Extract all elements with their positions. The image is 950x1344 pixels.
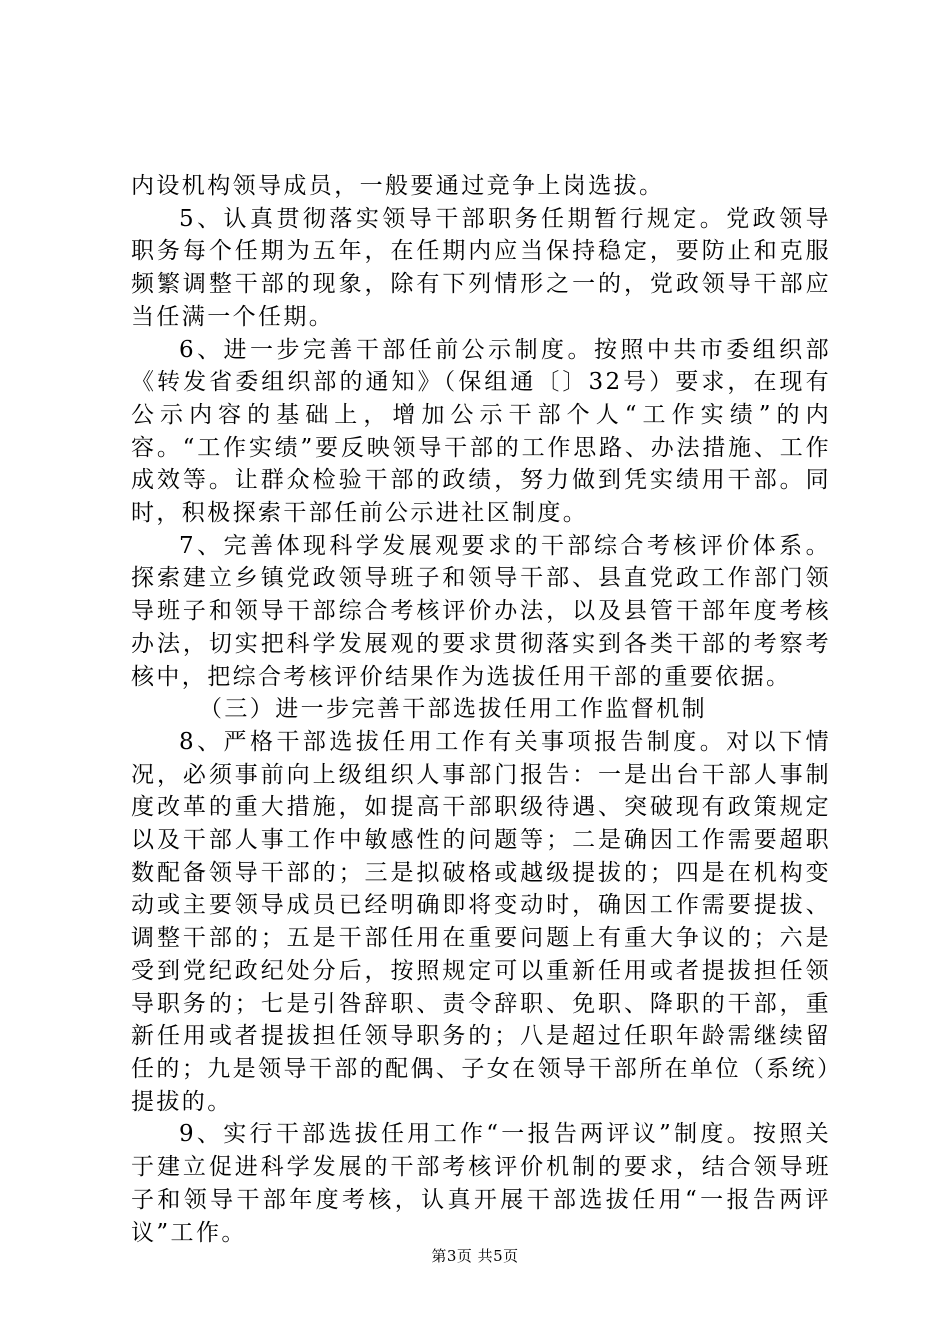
paragraph-item-7: 7、完善体现科学发展观要求的干部综合考核评价体系。探索建立乡镇党政领导班子和领导干部、县直党政工作部门领导班子和领导干部综合考核评价办法，以及县管干部年度考核办法，切实把科学发展观的要求贯彻落实到各类干部的考察考核中，把综合考核评价结果作为选拔任用干部的重要依据。 <box>131 532 831 690</box>
page-footer: 第3页 共5页 <box>431 1247 519 1265</box>
paragraph-item-5: 5、认真贯彻落实领导干部职务任期暂行规定。党政领导职务每个任期为五年，在任期内应当保持稳定，要防止和克服频繁调整干部的现象，除有下列情形之一的，党政领导干部应当任满一个任期。 <box>131 205 831 330</box>
paragraph-item-6: 6、进一步完善干部任前公示制度。按照中共市委组织部《转发省委组织部的通知》（保组通〔〕32号）要求，在现有公示内容的基础上，增加公示干部个人“工作实绩”的内容。“工作实绩”要反映领导干部的工作思路、办法措施、工作成效等。让群众检验干部的政绩，努力做到凭实绩用干部。同时，积极探索干部任前公示进社区制度。 <box>131 336 831 527</box>
paragraph-item-9: 9、实行干部选拔任用工作“一报告两评议”制度。按照关于建立促进科学发展的干部考核评价机制的要求，结合领导班子和领导干部年度考核，认真开展干部选拔任用“一报告两评议”工作。 <box>131 1121 831 1246</box>
paragraph-item-8: 8、严格干部选拔任用工作有关事项报告制度。对以下情况，必须事前向上级组织人事部门报告：一是出台干部人事制度改革的重大措施，如提高干部职级待遇、突破现有政策规定以及干部人事工作中敏感性的问题等；二是确因工作需要超职数配备领导干部的；三是拟破格或越级提拔的；四是在机构变动或主要领导成员已经明确即将变动时，确因工作需要提拔、调整干部的；五是干部任用在重要问题上有重大争议的；六是受到党纪政纪处分后，按照规定可以重新任用或者提拔担任领导职务的；七是引咎辞职、责令辞职、免职、降职的干部，重新任用或者提拔担任领导职务的；八是超过任职年龄需继续留任的；九是领导干部的配偶、子女在领导干部所在单位（系统）提拔的。 <box>131 728 831 1115</box>
section-heading: （三）进一步完善干部选拔任用工作监督机制 <box>199 696 707 723</box>
paragraph-continuation: 内设机构领导成员，一般要通过竞争上岗选拔。 <box>131 173 665 199</box>
document-body <box>131 170 831 1249</box>
